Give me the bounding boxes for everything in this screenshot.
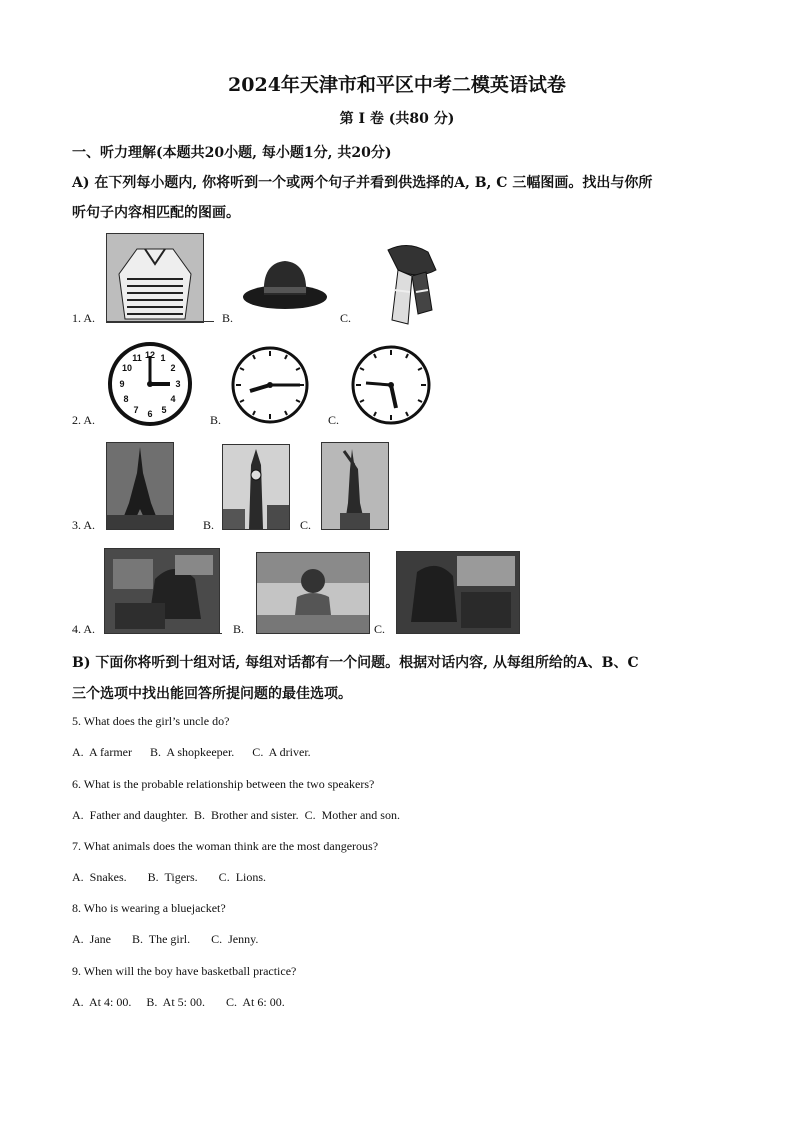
scarf-image — [378, 240, 440, 326]
q4-option-c-label: C. — [374, 622, 386, 636]
q4-option-b-label: B. — [233, 622, 245, 636]
svg-text:9: 9 — [119, 379, 125, 389]
question-6: 6. What is the probable relationship between the two speakers? — [72, 777, 375, 791]
part-b-instruction-1: B) 下面你将听到十组对话, 每组对话都有一个问题。根据对话内容, 从每组所给的A、B、C — [72, 655, 639, 671]
part-b-instruction-2: 三个选项中找出能回答所提问题的最佳选项。 — [72, 686, 352, 702]
svg-text:8: 8 — [123, 394, 129, 404]
hat-image — [242, 255, 328, 313]
question-8-options: A. Jane B. The girl. C. Jenny. — [72, 932, 259, 946]
section-heading: 一、听力理解(本题共20小题, 每小题1分, 共20分) — [72, 145, 392, 161]
q3-option-c-label: C. — [300, 518, 312, 532]
eiffel-tower-image — [106, 442, 174, 530]
svg-text:6: 6 — [147, 409, 153, 419]
q1-option-c-label: C. — [340, 311, 352, 325]
q1-option-b-label: B. — [222, 311, 234, 325]
question-7: 7. What animals does the woman think are the most dangerous? — [72, 839, 379, 853]
svg-text:2: 2 — [170, 363, 176, 373]
svg-text:7: 7 — [133, 405, 139, 415]
svg-text:12: 12 — [144, 350, 156, 360]
svg-text:3: 3 — [175, 379, 181, 389]
q1-option-a-label: 1. A. — [72, 311, 96, 325]
q2-option-c-label: C. — [328, 413, 340, 427]
photo-c-image — [396, 551, 520, 634]
clock-b-image — [230, 345, 310, 425]
question-8: 8. Who is wearing a bluejacket? — [72, 901, 226, 915]
question-9: 9. When will the boy have basketball practice? — [72, 964, 297, 978]
q4-underline — [104, 633, 222, 634]
q4-option-a-label: 4. A. — [72, 622, 96, 636]
svg-text:4: 4 — [170, 394, 176, 404]
photo-a-image — [104, 548, 220, 634]
part-a-instruction-2: 听句子内容相匹配的图画。 — [72, 205, 240, 221]
svg-text:1: 1 — [160, 353, 166, 363]
clock-a-image — [108, 342, 192, 426]
svg-text:11: 11 — [132, 353, 142, 363]
question-9-options: A. At 4: 00. B. At 5: 00. C. At 6: 00. — [72, 995, 285, 1009]
statue-of-liberty-image — [321, 442, 389, 530]
svg-text:5: 5 — [161, 405, 167, 415]
q1-underline — [106, 321, 214, 322]
question-6-options: A. Father and daughter. B. Brother and sister. C. Mother and son. — [72, 808, 400, 822]
clock-c-image — [350, 344, 432, 426]
part-a-instruction-1: A) 在下列每小题内, 你将听到一个或两个句子并看到供选择的A, B, C 三幅图画。找出与你所 — [72, 175, 653, 191]
q3-option-a-label: 3. A. — [72, 518, 96, 532]
big-ben-image — [222, 444, 290, 530]
svg-text:10: 10 — [121, 363, 133, 373]
q2-option-a-label: 2. A. — [72, 413, 96, 427]
question-5-options: A. A farmer B. A shopkeeper. C. A driver. — [72, 745, 311, 759]
photo-b-image — [256, 552, 370, 634]
sweater-image — [106, 233, 204, 323]
q2-option-b-label: B. — [210, 413, 222, 427]
question-7-options: A. Snakes. B. Tigers. C. Lions. — [72, 870, 267, 884]
question-5: 5. What does the girl’s uncle do? — [72, 714, 230, 728]
page-title: 2024年天津市和平区中考二模英语试卷 — [228, 74, 566, 96]
q3-option-b-label: B. — [203, 518, 215, 532]
page-subtitle: 第 I 卷 (共80 分) — [339, 111, 455, 127]
